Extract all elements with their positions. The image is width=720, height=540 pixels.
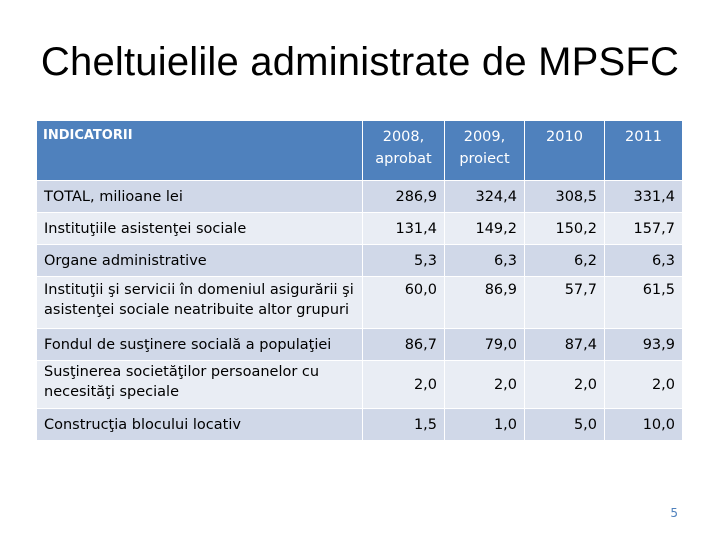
cell-2011: 157,7: [605, 213, 683, 245]
table-row: [37, 213, 683, 245]
cell-2011: 93,9: [605, 329, 683, 361]
cell-2008: 86,7: [363, 329, 445, 361]
header-2008: [363, 121, 445, 181]
expenditures-table: [37, 121, 683, 441]
cell-2008: 2,0: [363, 361, 445, 409]
cell-2010: 2,0: [525, 361, 605, 409]
table-row: [37, 361, 683, 409]
row-label: TOTAL, milioane lei: [37, 181, 363, 213]
cell-2010: 87,4: [525, 329, 605, 361]
cell-2011: 61,5: [605, 277, 683, 329]
header-2009: [445, 121, 525, 181]
table-row: [37, 277, 683, 329]
table-row: [37, 181, 683, 213]
cell-2008: 131,4: [363, 213, 445, 245]
cell-2010: 57,7: [525, 277, 605, 329]
cell-2009: 149,2: [445, 213, 525, 245]
cell-2011: 331,4: [605, 181, 683, 213]
cell-2010: 6,2: [525, 245, 605, 277]
row-label: Instituţii şi servicii în domeniul asigurării şi asistenţei sociale neatribuite altor grupuri: [37, 277, 363, 329]
header-2010: 2010: [525, 121, 605, 181]
row-label: Susţinerea societăţilor persoanelor cu necesităţi speciale: [37, 361, 363, 409]
cell-2011: 2,0: [605, 361, 683, 409]
row-label: Fondul de susţinere socială a populaţiei: [37, 329, 363, 361]
cell-2009: 6,3: [445, 245, 525, 277]
cell-2009: 79,0: [445, 329, 525, 361]
cell-2009: 86,9: [445, 277, 525, 329]
cell-2010: 5,0: [525, 409, 605, 441]
header-2009-label: 2009, proiect: [459, 129, 510, 167]
row-label: Construcţia blocului locativ: [37, 409, 363, 441]
cell-2009: 1,0: [445, 409, 525, 441]
cell-2010: 150,2: [525, 213, 605, 245]
table-header-row: [37, 121, 683, 181]
cell-2008: 286,9: [363, 181, 445, 213]
table-row: [37, 245, 683, 277]
cell-2009: 324,4: [445, 181, 525, 213]
cell-2011: 6,3: [605, 245, 683, 277]
page-number: 5: [670, 506, 678, 520]
cell-2010: 308,5: [525, 181, 605, 213]
row-label: Instituţiile asistenţei sociale: [37, 213, 363, 245]
table-row: [37, 329, 683, 361]
row-label: Organe administrative: [37, 245, 363, 277]
cell-2008: 1,5: [363, 409, 445, 441]
slide-title: Cheltuielile administrate de MPSFC: [40, 40, 680, 84]
header-indicator: INDICATORII: [37, 121, 363, 181]
table-row: [37, 409, 683, 441]
header-2011: 2011: [605, 121, 683, 181]
cell-2008: 5,3: [363, 245, 445, 277]
cell-2008: 60,0: [363, 277, 445, 329]
cell-2009: 2,0: [445, 361, 525, 409]
cell-2011: 10,0: [605, 409, 683, 441]
header-2008-label: 2008, aprobat: [375, 129, 432, 167]
